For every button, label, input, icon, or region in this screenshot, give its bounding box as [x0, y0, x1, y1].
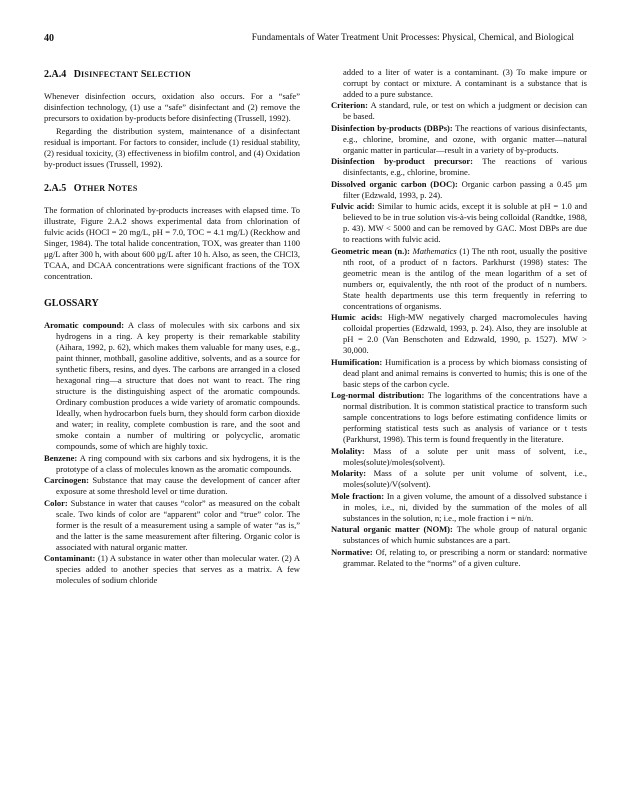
- glossary-entry: Log-normal distribution: The logarithms of the concentrations have a normal distribution. It is common statistical practice to transform such sample concentrations to logs before estimating confidence limits or performing statistical tests such as analysis of variance or t tests (Parkhurst, 1998). This term is found frequently in the literature.: [331, 390, 587, 444]
- glossary-entry: Disinfection by-products (DBPs): The reactions of various disinfectants, e.g., chlorine, bromine, and ozone, with organic matter—natural organic matter in particular—result in a variety of by-products.: [331, 122, 587, 155]
- glossary-entry: Molarity: Mass of a solute per unit volume of solvent, i.e., moles(solute)/V(solvent).: [331, 468, 587, 489]
- glossary-entry: Contaminant: (1) A substance in water other than molecular water. (2) A species added to another species that serves as a matrix. A few molecules of sodium chloride: [44, 553, 300, 585]
- glossary-entry: Normative: Of, relating to, or prescribing a norm or standard: normative grammar. Related to the “norms” of a given culture.: [331, 546, 588, 568]
- running-title: Fundamentals of Water Treatment Unit Processes: Physical, Chemical, and Biological: [251, 33, 574, 43]
- glossary-entry: Dissolved organic carbon (DOC): Organic carbon passing a 0.45 μm filter (Edzwald, 1993, p. 24).: [331, 178, 587, 200]
- glossary-entry: Geometric mean (n.): Mathematics (1) The nth root, usually the positive nth root, of a product of n factors. Parkhurst (1998) states: The geometric mean is the antilog of the mean logarithm of a set of numbers or, equivalently, the nth root of the product of n numbers. State health departments use this term frequently in referring to concentrations of organisms.: [331, 245, 587, 311]
- left-column: [44, 67, 300, 587]
- glossary-entry: Criterion: A standard, rule, or test on which a judgment or decision can be based.: [331, 100, 587, 121]
- section-heading-disinfectant-selection: 2.A.4 DISINFECTANT SELECTION: [44, 69, 192, 80]
- glossary-entry: Disinfection by-product precursor: The reactions of various disinfectants, e.g., chlorine, bromine.: [331, 156, 587, 177]
- glossary-entry: Carcinogen: Substance that may cause the development of cancer after exposure at some threshold level or time duration.: [44, 475, 300, 496]
- glossary-entry: Natural organic matter (NOM): The whole group of natural organic substances of which humic substances are a part.: [331, 524, 588, 545]
- paragraph: Whenever disinfection occurs, oxidation also occurs. For a “safe” disinfection technology, (1) use a “safe” disinfectant and (2) remove the precursors to oxidation by-products before disinfecting (Trussell, 1992).: [44, 91, 300, 123]
- glossary-heading: GLOSSARY: [44, 298, 99, 309]
- glossary-entry: Aromatic compound: A class of molecules with six carbons and six hydrogens in a ring. A key property is their remarkable stability (Aihara, 1992, p. 62), which makes them valuable for many uses, e.g., paint thinner, mothball, gasoline additive, solvents, and as a source for synthetic fibers, resins, and dyes. The carbons are arranged in a closed hexagonal ring—a structure that does not want to react. The ring structure is the distinguishing aspect of the aromatic compounds. Ordinary combustion produces a wide variety of aromatic compounds. Ideally, when hydrocarbon fuels burn, they should form carbon dioxide and water; in reality, complete combustion is rare, and the soot and smoke contain a number of multiring or polycyclic, aromatic compounds, some of which are highly toxic.: [44, 320, 300, 451]
- paragraph: Regarding the distribution system, maintenance of a disinfectant residual is important. For factors to consider, include (1) residual stability, (2) residual toxicity, (3) effectiveness in biofilm control, and (4) Oxidation by-product issues (Trussell, 1992).: [44, 126, 300, 169]
- glossary-entry: Humic acids: High-MW negatively charged macromolecules having colloidal properties (Edzwald, 1993, p. 24). Also, they are insoluble at pH = 2.0 (Van Benschoten and Edzwald, 1990, p. 1527). MW > 30,000.: [331, 312, 587, 355]
- glossary-entry-continuation: added to a liter of water is a contaminant. (3) To make impure or corrupt by contact or mixture. A contaminant is a substance that is added to a pure substance.: [343, 67, 587, 99]
- page-header: [44, 33, 574, 47]
- glossary-entry: Molality: Mass of a solute per unit mass of solvent, i.e., moles(solute)/moles(solvent).: [331, 445, 587, 467]
- glossary-entry: Color: Substance in water that causes “color” as measured on the cobalt scale. Two kinds of color are “apparent” color and “true” color. The former is the result of a measurement using a sample of water “as is,” and the latter is the same measurement after filtering. Organic color is associated with natural organic matter.: [44, 497, 300, 552]
- glossary-entry: Fulvic acid: Similar to humic acids, except it is soluble at pH = 1.0 and believed to be in true solution vis-à-vis being colloidal (Randtke, 1988, p. 43). MW < 5000 and can be removed by GAC. Most DBPs are due to reactions with fulvic acid.: [331, 201, 587, 244]
- glossary-entry: Benzene: A ring compound with six carbons and six hydrogens, it is the prototype of a class of molecules known as the aromatic compounds.: [44, 452, 300, 474]
- paragraph: The formation of chlorinated by-products increases with elapsed time. To illustrate, Figure 2.A.2 shows experimental data from chlorination of fulvic acids (HOCl = 20 mg/L, pH = 7.0, TOC = 4.1 mg/L) (Reckhow and Singer, 1984). The total halide concentration, TOX, was greater than 1100 μg/L after 300 h, with about 600 μg/L after 10 h. Also, as seen, the CHCl3, TCAA, and DCAA concentrations were significant fractions of the TOX concentration.: [44, 205, 300, 281]
- glossary-entry: Humification: Humification is a process by which biomass consisting of dead plant and animal remains is converted to humis; this is one of the basic steps of the carbon cycle.: [331, 356, 588, 389]
- section-heading-other-notes: 2.A.5 OTHER NOTES: [44, 183, 138, 194]
- page-number: 40: [44, 33, 54, 44]
- right-column: [331, 67, 587, 569]
- glossary-entry: Mole fraction: In a given volume, the amount of a dissolved substance i in moles, i.e., ni, divided by the summation of the moles of all substances in the solution, n; i.e., mole fraction i = ni/n.: [331, 490, 587, 523]
